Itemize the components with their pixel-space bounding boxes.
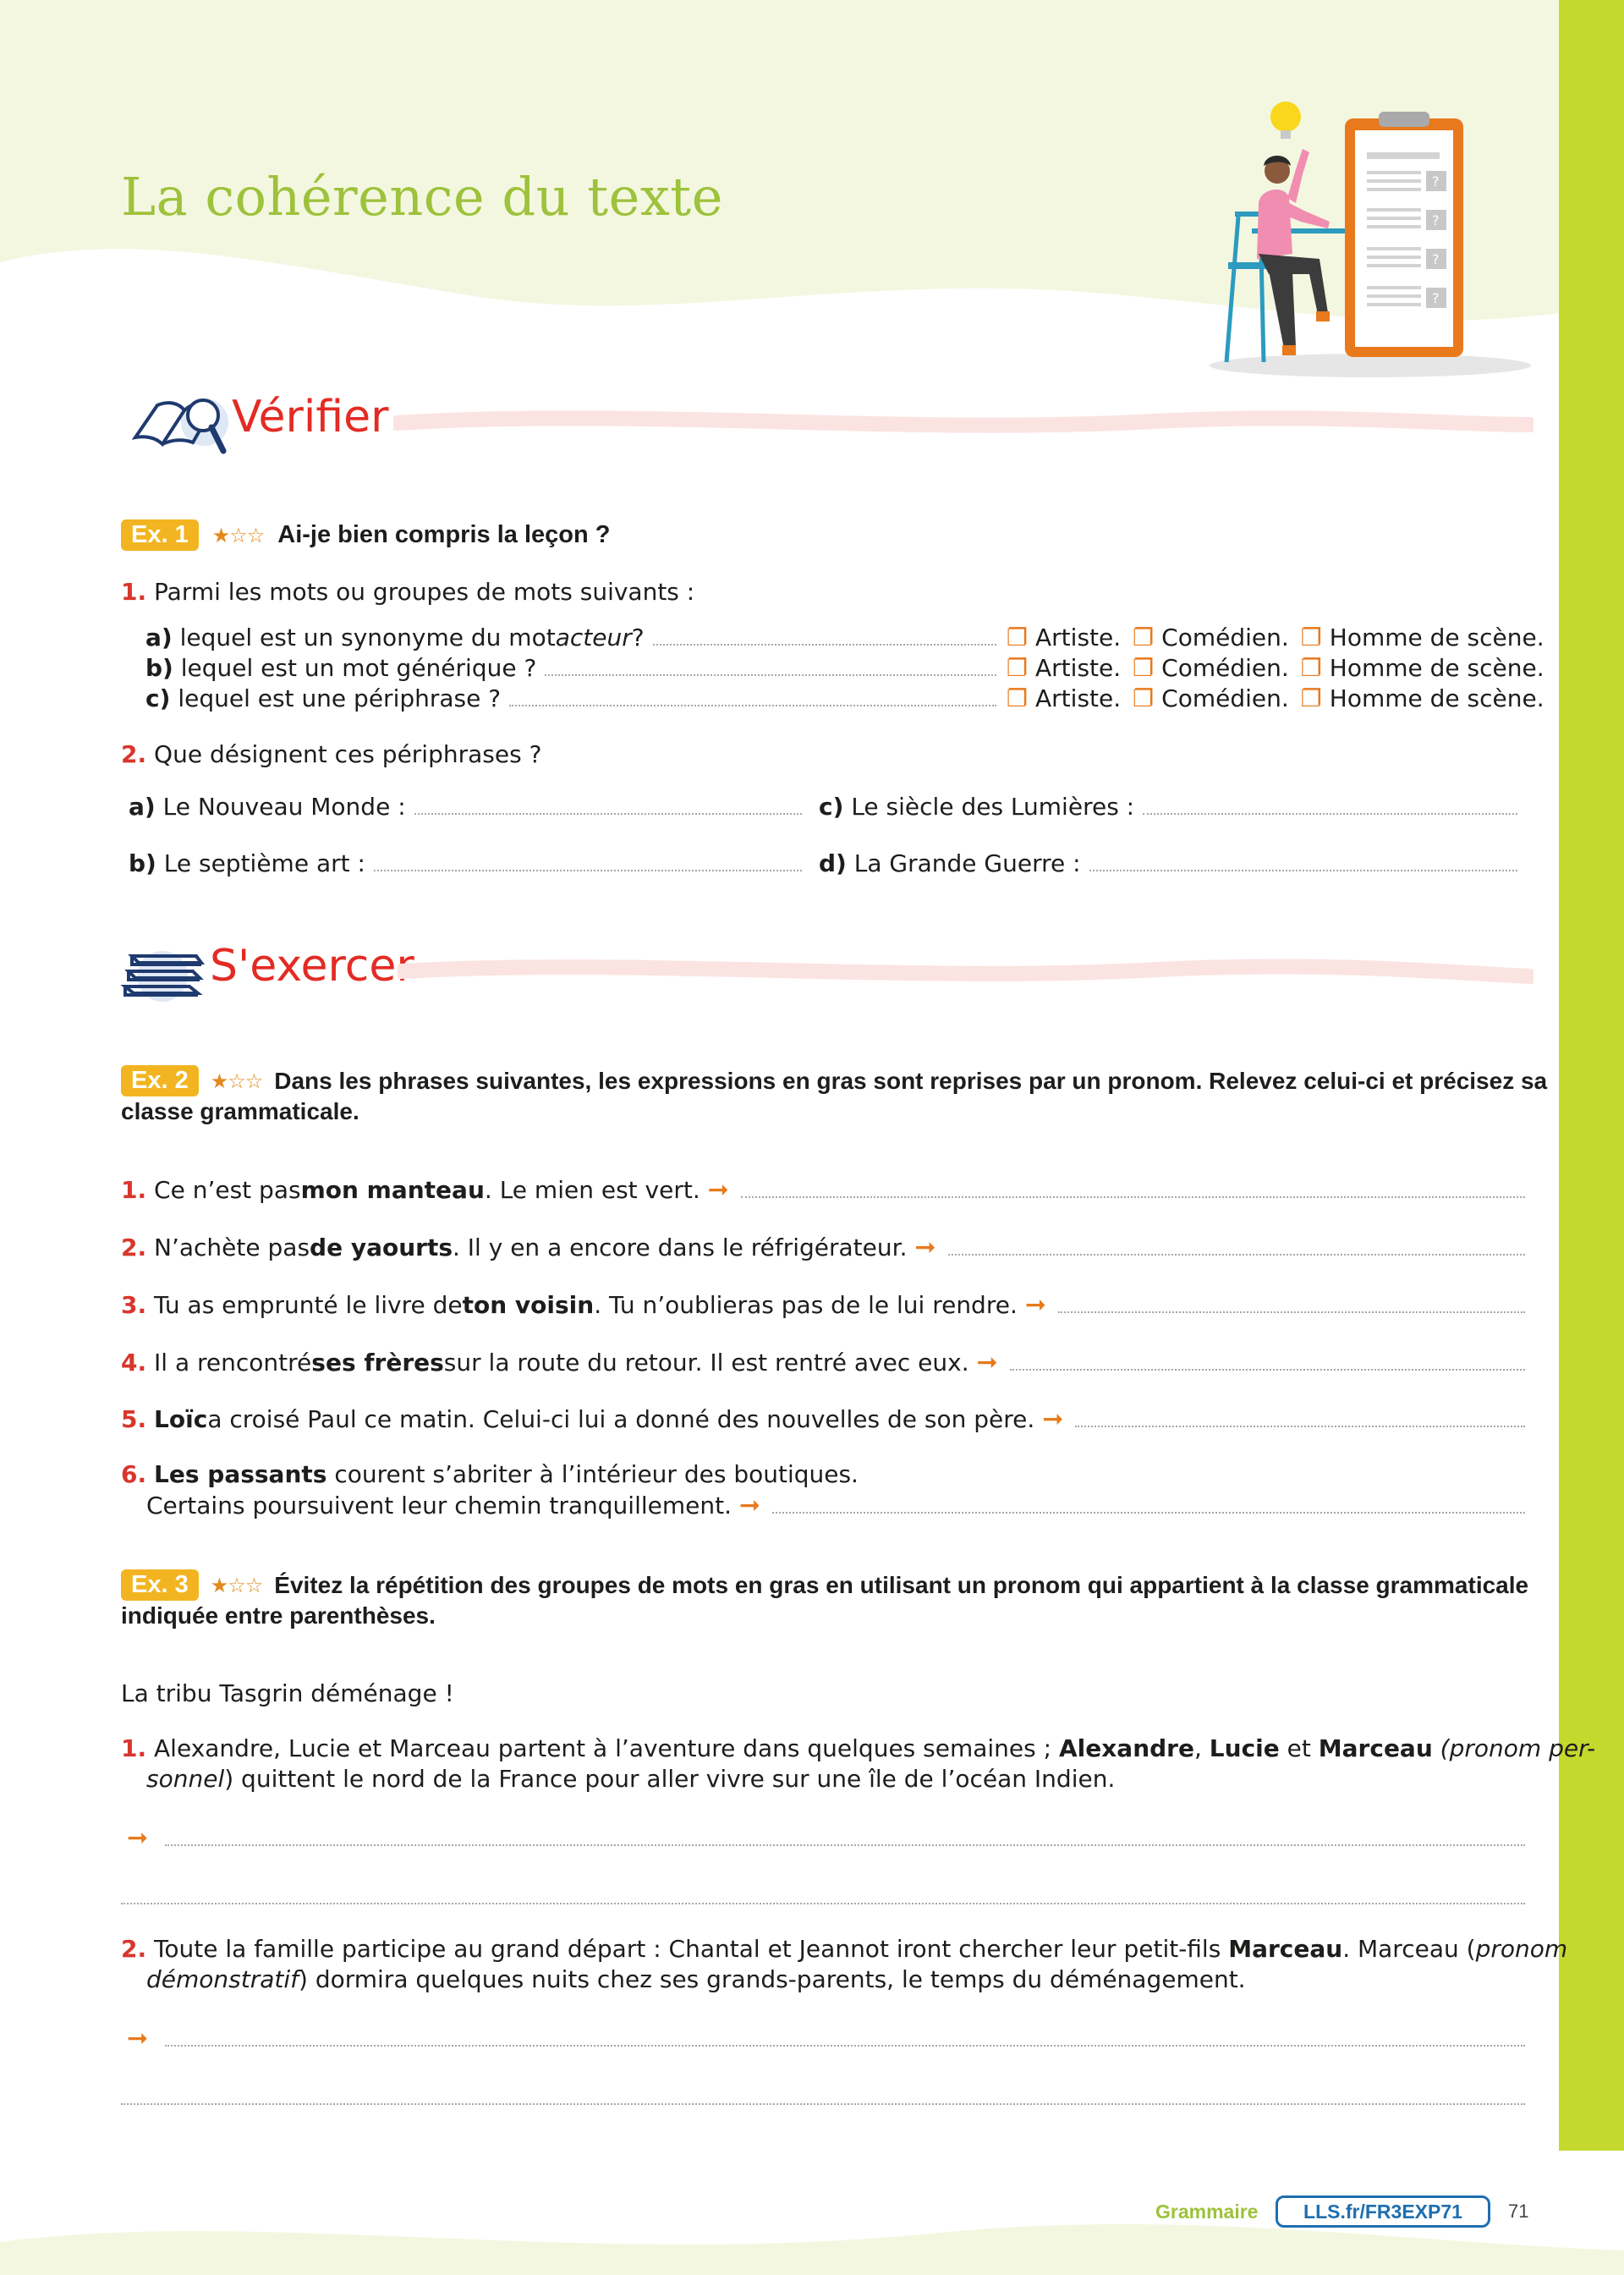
answer-line[interactable] (165, 2045, 1525, 2047)
lightbulb-icon (1270, 102, 1301, 132)
option-checkbox[interactable]: ❐ Homme de scène. (1300, 624, 1544, 651)
section-title-exercer: S'exercer (210, 941, 414, 992)
ex3-intro: La tribu Tasgrin déménage ! (121, 1679, 454, 1707)
arrow-icon: ➞ (1042, 1404, 1064, 1434)
book-magnifier-icon (132, 383, 233, 464)
answer-line[interactable] (1143, 813, 1517, 815)
svg-text:?: ? (1432, 173, 1440, 190)
option-checkbox[interactable]: ❐ Homme de scène. (1300, 684, 1544, 712)
answer-line[interactable] (1089, 870, 1517, 871)
student-clipboard-illustration (1201, 93, 1539, 381)
section-title-verifier: Vérifier (232, 392, 389, 442)
answer-line[interactable] (374, 870, 802, 871)
option-checkbox[interactable]: ❐ Comédien. (1133, 654, 1289, 682)
exercise-badge: Ex. 1 (121, 519, 199, 551)
answer-line[interactable] (545, 674, 996, 676)
footer-section: Grammaire (1155, 2201, 1259, 2223)
exercise-3-header (121, 1569, 1529, 1629)
arrow-icon: ➞ (976, 1348, 998, 1377)
arrow-icon: ➞ (707, 1175, 729, 1205)
section-divider (398, 954, 1533, 988)
ex2-item-6: 6. Les passants courent s’abriter à l’intérieur des boutiques. (121, 1460, 859, 1488)
exercise-2-header (121, 1065, 1548, 1125)
ex2-item-6-cont: Certains poursuivent leur chemin tranquillement. ➞ (146, 1491, 1525, 1521)
ex3-answer-2 (127, 2024, 1525, 2054)
answer-line[interactable] (1010, 1369, 1525, 1371)
answer-line[interactable] (121, 2103, 1525, 2105)
svg-text:?: ? (1432, 251, 1440, 267)
question-1: 1. Parmi les mots ou groupes de mots suivants : (121, 578, 695, 606)
ex2-item-2: 2. N’achète pas de yaourts . Il y en a encore dans le réfrigérateur. ➞ (121, 1233, 1525, 1263)
answer-line[interactable] (121, 1903, 1525, 1904)
difficulty-stars-icon: ★☆☆ (211, 523, 265, 547)
ex3-item-1: 1. Alexandre, Lucie et Marceau partent à l’aventure dans quelques semaines ; Alexandre, Lucie et Marceau (pronom per- sonnel) quittent le nord de la France pour aller vivre sur une île de l’océan Indien. (121, 1734, 1596, 1793)
books-stack-icon (120, 939, 205, 1002)
ex2-item-5: 5. Loïc a croisé Paul ce matin. Celui-ci lui a donné des nouvelles de son père. ➞ (121, 1404, 1525, 1435)
ex2-item-4: 4. Il a rencontré ses frères sur la route du retour. Il est rentré avec eux. ➞ (121, 1348, 1525, 1378)
q1-item-b: b) lequel est un mot générique ? (145, 653, 996, 684)
q2-item-b: b) Le septième art : (129, 849, 802, 879)
svg-text:?: ? (1432, 212, 1440, 228)
question-2: 2. Que désignent ces périphrases ? (121, 740, 542, 768)
svg-text:?: ? (1432, 290, 1440, 306)
arrow-icon: ➞ (914, 1233, 936, 1262)
arrow-icon: ➞ (1024, 1290, 1046, 1320)
q2-item-d: d) La Grande Guerre : (819, 849, 1517, 879)
answer-line[interactable] (1075, 1426, 1525, 1427)
ex3-answer-1 (127, 1823, 1525, 1854)
answer-line[interactable] (948, 1254, 1525, 1256)
difficulty-stars-icon: ★☆☆ (210, 1573, 263, 1597)
options-row-b (1007, 653, 1548, 684)
exercise-heading-cont: classe grammaticale. (121, 1098, 359, 1124)
page-title: La cohérence du texte (121, 166, 723, 228)
answer-line[interactable] (653, 644, 996, 646)
option-checkbox[interactable]: ❐ Homme de scène. (1300, 654, 1544, 682)
option-checkbox[interactable]: ❐ Artiste. (1007, 624, 1122, 651)
arrow-icon: ➞ (738, 1491, 761, 1520)
page-number: 71 (1508, 2201, 1529, 2222)
options-row-c (1007, 684, 1548, 714)
exercise-heading: Ai-je bien compris la leçon ? (277, 521, 611, 548)
arrow-icon: ➞ (127, 2024, 149, 2053)
answer-line[interactable] (414, 813, 802, 815)
option-checkbox[interactable]: ❐ Artiste. (1007, 654, 1122, 682)
exercise-badge: Ex. 3 (121, 1569, 199, 1601)
arrow-icon: ➞ (127, 1823, 149, 1853)
section-divider (393, 406, 1533, 440)
ex2-item-1: 1. Ce n’est pas mon manteau . Le mien est vert. ➞ (121, 1175, 1525, 1206)
side-band (1559, 0, 1624, 2151)
exercise-heading: Dans les phrases suivantes, les expressions en gras sont reprises par un pronom. Relevez celui-ci et précisez sa (274, 1067, 1548, 1094)
answer-line[interactable] (509, 705, 996, 706)
option-checkbox[interactable]: ❐ Comédien. (1133, 624, 1289, 651)
answer-line[interactable] (165, 1844, 1525, 1846)
ex3-item-2: 2. Toute la famille participe au grand départ : Chantal et Jeannot iront chercher leur petit-fils Marceau. Marceau (pronom démonstratif) dormira quelques nuits chez ses grands-parents, le temps du déménagement. (121, 1935, 1568, 1993)
q2-item-c: c) Le siècle des Lumières : (819, 792, 1517, 822)
q1-item-c: c) lequel est une périphrase ? (145, 684, 996, 714)
exercise-badge: Ex. 2 (121, 1065, 199, 1096)
q2-item-a: a) Le Nouveau Monde : (129, 792, 802, 822)
options-row-a (1007, 623, 1548, 653)
difficulty-stars-icon: ★☆☆ (210, 1069, 263, 1093)
exercise-heading: Évitez la répétition des groupes de mots en gras en utilisant un pronom qui appartient à la classe grammaticale (274, 1571, 1529, 1598)
exercise-heading-cont: indiquée entre parenthèses. (121, 1602, 436, 1629)
answer-line[interactable] (772, 1512, 1525, 1514)
lls-link[interactable]: LLS.fr/FR3EXP71 (1276, 2195, 1490, 2228)
option-checkbox[interactable]: ❐ Artiste. (1007, 684, 1122, 712)
answer-line[interactable] (1058, 1311, 1525, 1313)
ex2-item-3: 3. Tu as emprunté le livre de ton voisin . Tu n’oublieras pas de le lui rendre. ➞ (121, 1290, 1525, 1321)
q1-options (1007, 623, 1548, 714)
answer-line[interactable] (741, 1196, 1525, 1198)
option-checkbox[interactable]: ❐ Comédien. (1133, 684, 1289, 712)
q1-item-a: a) lequel est un synonyme du mot acteur ? (145, 623, 996, 653)
